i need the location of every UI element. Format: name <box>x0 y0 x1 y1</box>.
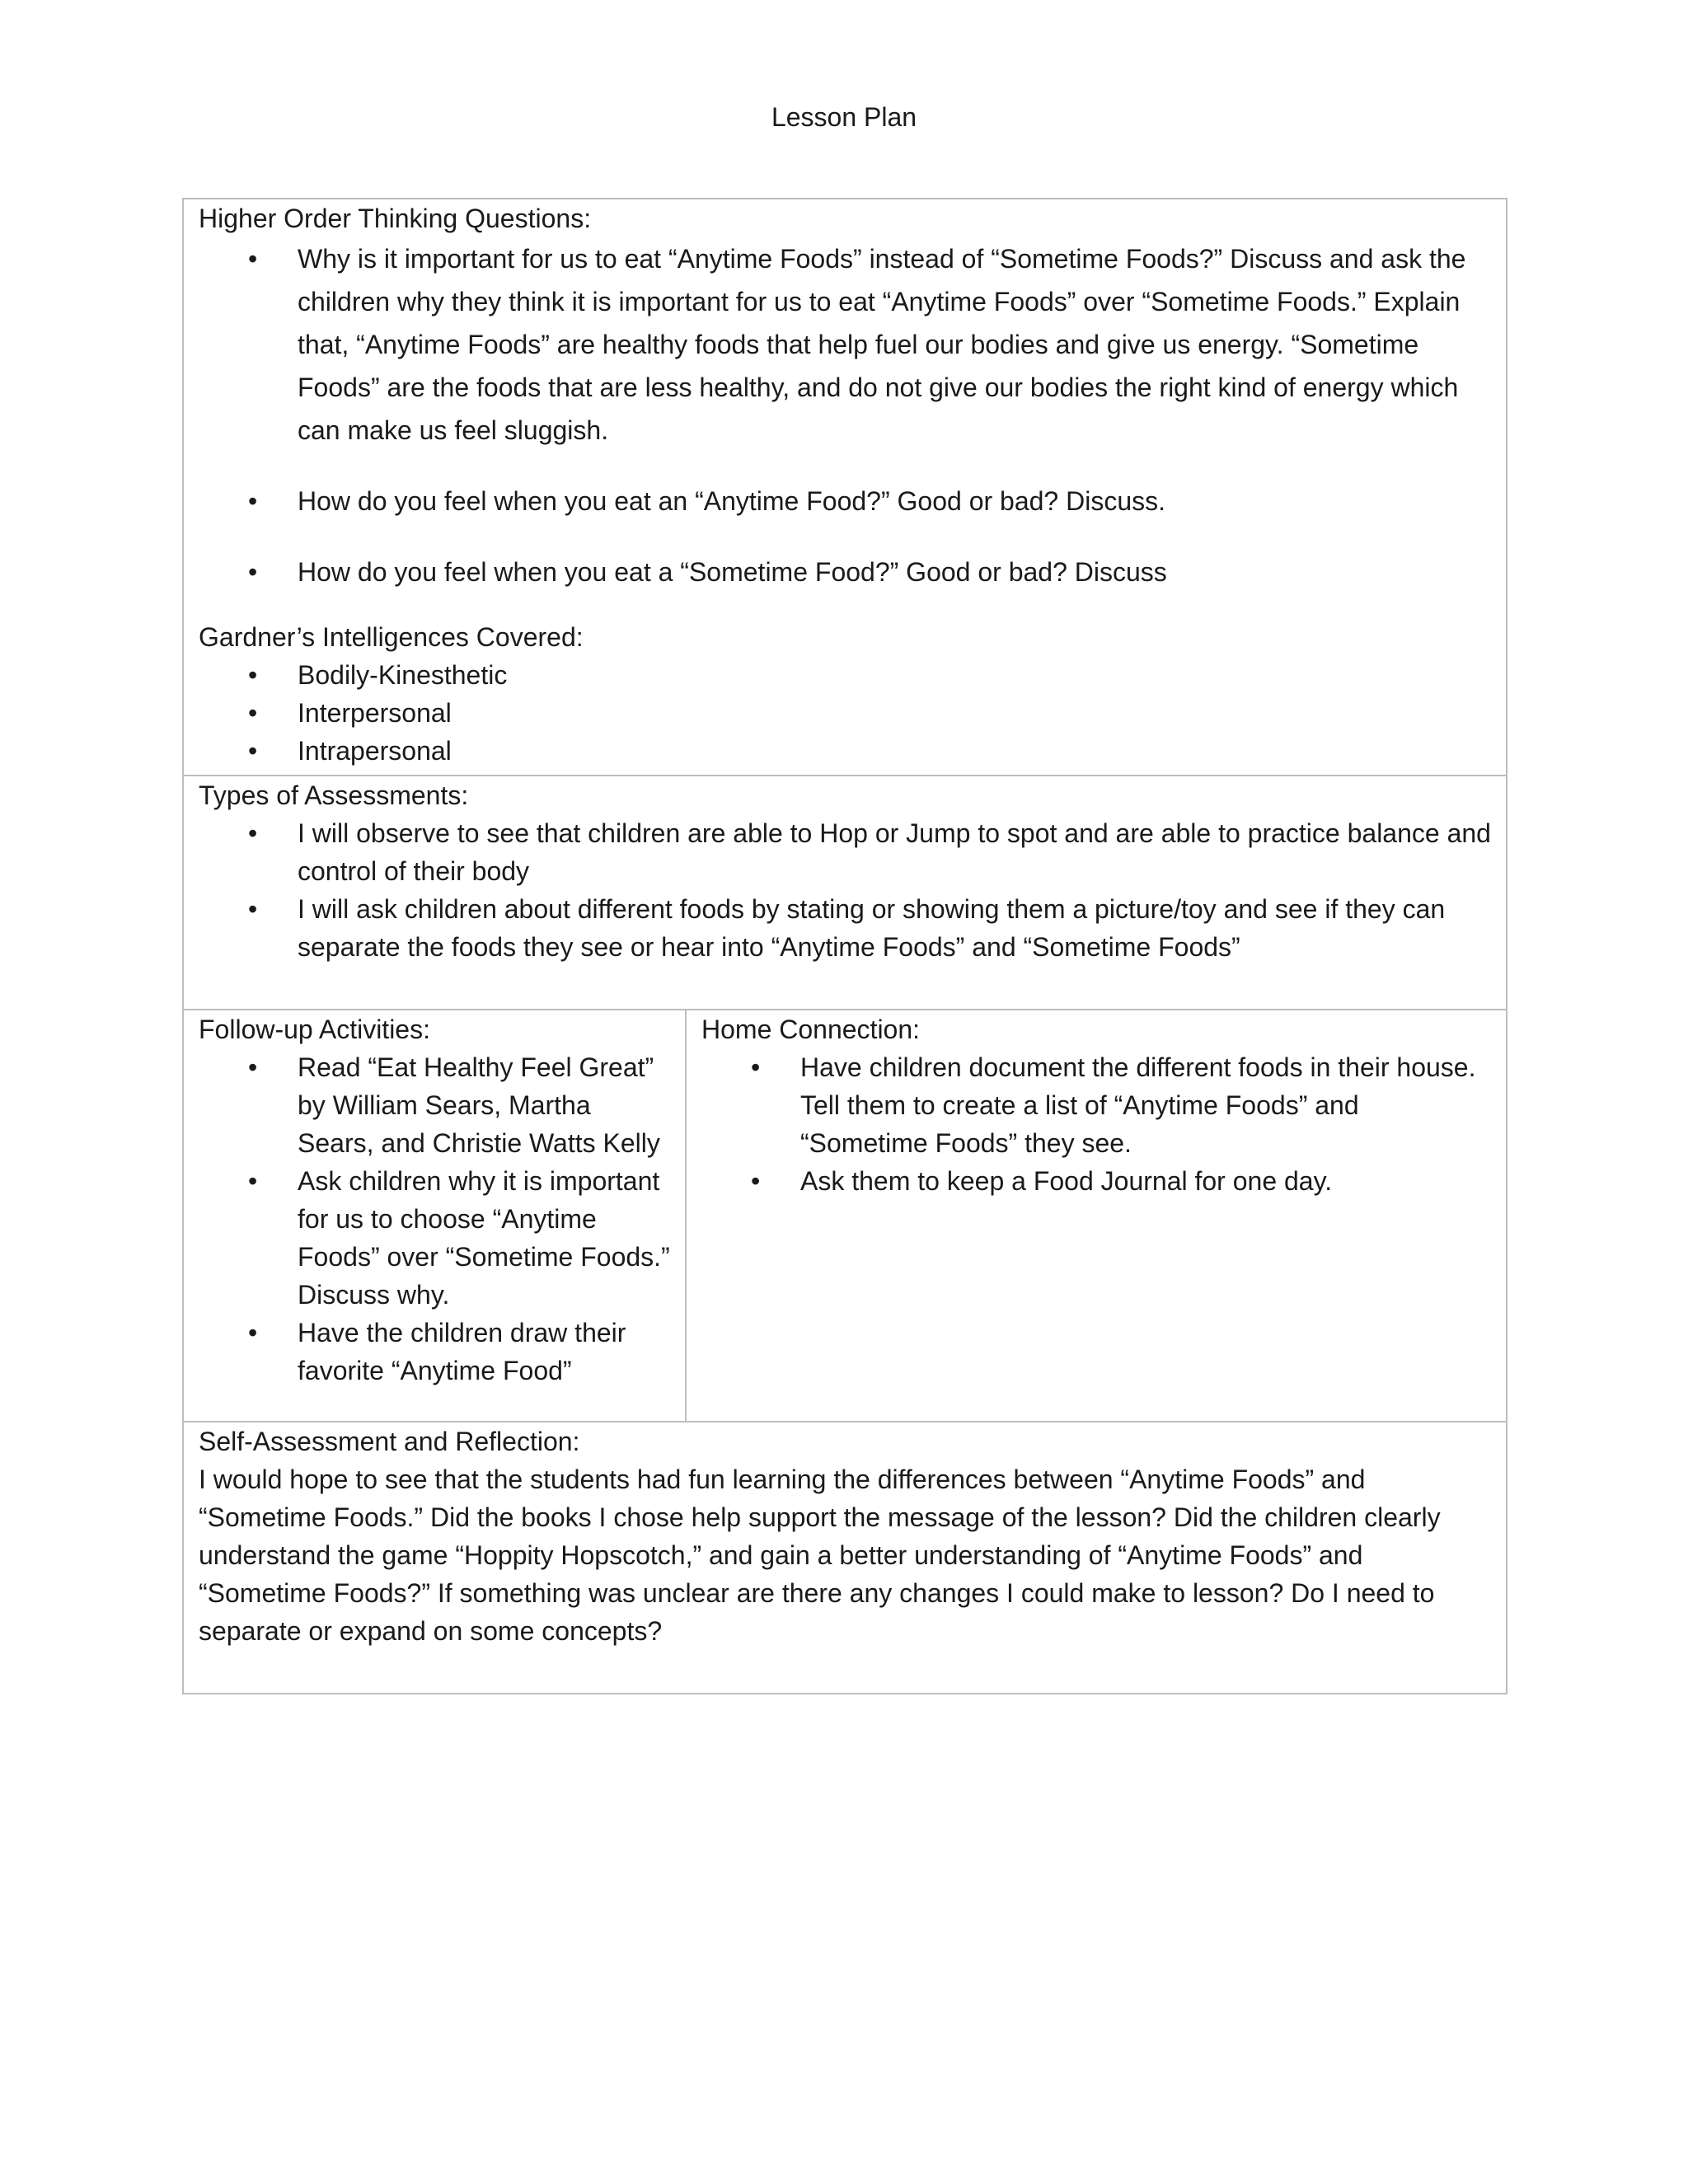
higher-order-heading: Higher Order Thinking Questions: <box>199 204 592 233</box>
list-item: • Why is it important for us to eat “Anytime Foods” instead of “Sometime Foods?” Discuss and ask the children why they think it is important for us to eat “Anytime Foods” over “Sometime Foods.” Explain that, “Anytime Foods” are healthy foods that help fuel our bodies and give us energy. “Sometime Foods” are the foods that are less healthy, and do not give our bodies the right kind of energy which can make us feel sluggish. <box>199 237 1491 452</box>
follow-up-cell <box>183 1010 686 1422</box>
list-item: • Ask them to keep a Food Journal for one day. <box>701 1162 1491 1200</box>
assessments-cell <box>183 776 1507 1010</box>
gardner-heading: Gardner’s Intelligences Covered: <box>199 622 584 652</box>
list-item: • I will ask children about different foods by stating or showing them a picture/toy and see if they can separate the foods they see or hear into “Anytime Foods” and “Sometime Foods” <box>199 890 1491 966</box>
page-title: Lesson Plan <box>771 102 917 132</box>
assessments-row <box>183 776 1507 1010</box>
list-item: • How do you feel when you eat a “Sometime Food?” Good or bad? Discuss <box>199 551 1491 593</box>
reflection-heading: Self-Assessment and Reflection: <box>199 1427 580 1456</box>
assessments-list <box>199 814 1491 966</box>
higher-order-list <box>199 237 1491 593</box>
follow-up-heading: Follow-up Activities: <box>199 1015 430 1044</box>
list-item: • Ask children why it is important for us to choose “Anytime Foods” over “Sometime Foods.” Discuss why. <box>199 1162 670 1314</box>
home-connection-cell <box>686 1010 1507 1422</box>
lesson-plan-table <box>182 198 1507 1694</box>
higher-order-row <box>183 199 1507 776</box>
reflection-row <box>183 1422 1507 1694</box>
reflection-text: I would hope to see that the students had fun learning the differences between “Anytime Foods” and “Sometime Foods.” Did the books I chose help support the message of the lesson? Did the children clearly understand the game “Hoppity Hopscotch,” and gain a better understanding of “Anytime Foods” and “Sometime Foods?” If something was unclear are there any changes I could make to lesson? Do I need to separate or expand on some concepts? <box>199 1465 1441 1646</box>
gardner-list <box>199 656 1491 770</box>
list-item: • Bodily-Kinesthetic <box>199 656 1491 694</box>
higher-order-cell <box>183 199 1507 776</box>
list-item: • Read “Eat Healthy Feel Great” by William Sears, Martha Sears, and Christie Watts Kelly <box>199 1048 670 1162</box>
list-item: • Interpersonal <box>199 694 1491 732</box>
follow-up-row <box>183 1010 1507 1422</box>
list-item: • Have the children draw their favorite “Anytime Food” <box>199 1314 670 1390</box>
home-connection-list <box>701 1048 1491 1200</box>
list-item: • How do you feel when you eat an “Anytime Food?” Good or bad? Discuss. <box>199 480 1491 523</box>
assessments-heading: Types of Assessments: <box>199 780 469 810</box>
list-item: • I will observe to see that children are able to Hop or Jump to spot and are able to practice balance and control of their body <box>199 814 1491 890</box>
list-item: • Intrapersonal <box>199 732 1491 770</box>
reflection-cell <box>183 1422 1507 1694</box>
home-connection-heading: Home Connection: <box>701 1015 921 1044</box>
follow-up-list <box>199 1048 670 1390</box>
list-item: • Have children document the different foods in their house. Tell them to create a list of “Anytime Foods” and “Sometime Foods” they see. <box>701 1048 1491 1162</box>
